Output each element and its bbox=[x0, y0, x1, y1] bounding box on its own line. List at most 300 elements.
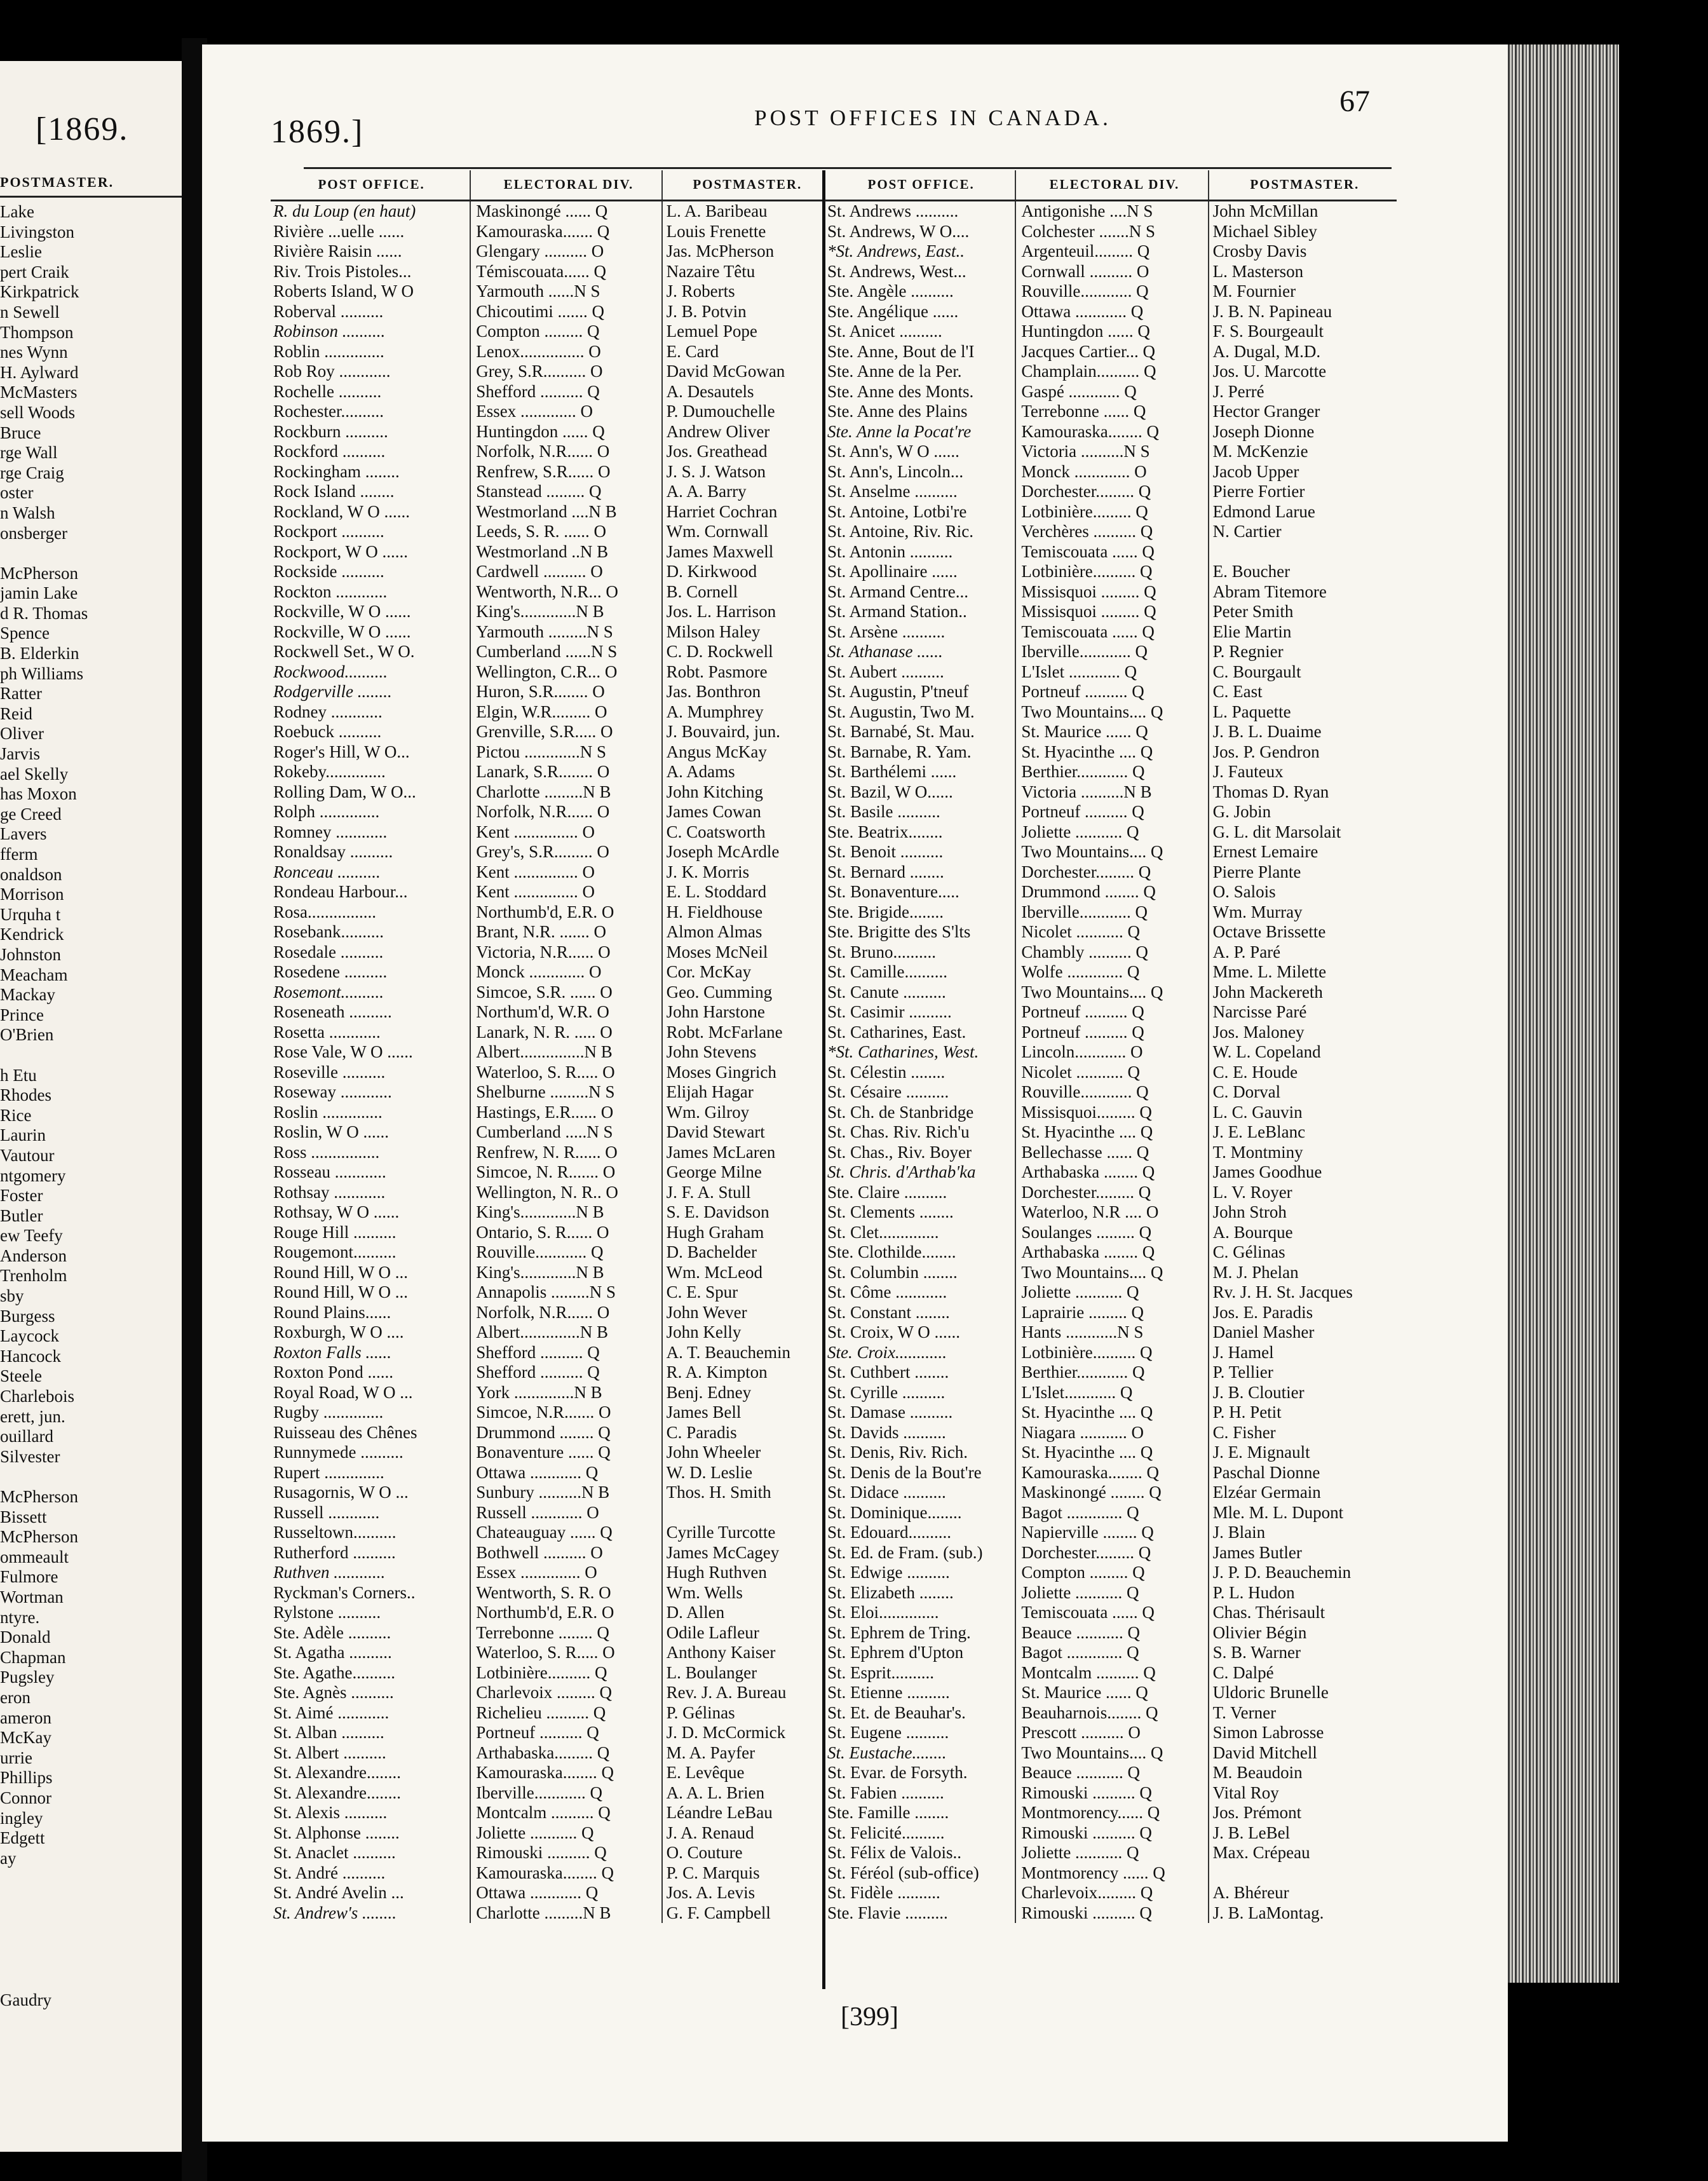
postmaster-cell: J. B. LeBel bbox=[1208, 1823, 1397, 1844]
electoral-div-cell: Champlain.......... Q bbox=[1015, 362, 1207, 382]
table-row bbox=[825, 1763, 1397, 1783]
postmaster-cell: Benj. Edney bbox=[661, 1383, 829, 1403]
table-row bbox=[271, 1063, 829, 1083]
electoral-div-cell: Two Mountains.... Q bbox=[1015, 842, 1207, 862]
postmaster-cell: Jas. Bonthron bbox=[661, 682, 829, 702]
electoral-div-cell: Compton ......... Q bbox=[470, 322, 661, 342]
post-office-cell: St. Eloi.............. bbox=[827, 1603, 939, 1622]
table-row bbox=[825, 962, 1397, 982]
electoral-div-cell: Nicolet ........... Q bbox=[1015, 1063, 1207, 1083]
postmaster-cell: James McLaren bbox=[661, 1143, 829, 1163]
postmaster-cell: Wm. Cornwall bbox=[661, 522, 829, 542]
post-office-cell: Ste. Angèle .......... bbox=[827, 282, 954, 301]
postmaster-cell: Harriet Cochran bbox=[661, 502, 829, 522]
table-row bbox=[271, 1663, 829, 1683]
postmaster-cell: Octave Brissette bbox=[1208, 922, 1397, 942]
postmaster-cell: Jos. Maloney bbox=[1208, 1023, 1397, 1043]
postmaster-cell: A. P. Paré bbox=[1208, 942, 1397, 963]
left-page-entry: Lavers bbox=[0, 824, 47, 844]
postmaster-cell: Jos. Prémont bbox=[1208, 1803, 1397, 1823]
table-row bbox=[825, 201, 1397, 222]
electoral-div-cell: Chateauguay ...... Q bbox=[470, 1523, 661, 1543]
postmaster-cell: J. B. L. Duaime bbox=[1208, 722, 1397, 742]
table-row bbox=[271, 1683, 829, 1703]
postmaster-cell: J. Fauteux bbox=[1208, 762, 1397, 782]
table-row bbox=[271, 782, 829, 803]
post-office-cell: Roslin, W O ...... bbox=[273, 1122, 390, 1141]
electoral-div-cell: Montmorency ...... Q bbox=[1015, 1863, 1207, 1884]
left-page-entry: Phillips bbox=[0, 1768, 53, 1788]
electoral-div-cell: Pictou .............N S bbox=[470, 742, 661, 763]
post-office-cell: St. Ann's, W O ...... bbox=[827, 442, 959, 461]
electoral-div-cell: Lotbinière.......... Q bbox=[1015, 1343, 1207, 1363]
table-block-left bbox=[271, 170, 829, 1923]
postmaster-cell: P. Gélinas bbox=[661, 1703, 829, 1723]
post-office-cell: Ronceau .......... bbox=[273, 862, 381, 881]
table-row bbox=[271, 342, 829, 362]
post-office-cell: St. André .......... bbox=[273, 1863, 386, 1882]
electoral-div-cell: Shefford .......... Q bbox=[470, 1362, 661, 1383]
post-office-cell: Ste. Croix............ bbox=[827, 1342, 947, 1362]
post-office-cell: St. Alexis .......... bbox=[273, 1803, 388, 1822]
postmaster-cell: E. L. Stoddard bbox=[661, 882, 829, 902]
left-page-entry: has Moxon bbox=[0, 784, 77, 804]
postmaster-cell: Narcisse Paré bbox=[1208, 1002, 1397, 1023]
table-row bbox=[271, 1122, 829, 1143]
post-office-cell: Ste. Famille ........ bbox=[827, 1803, 949, 1822]
electoral-div-cell: Bagot ............. Q bbox=[1015, 1643, 1207, 1663]
table-row bbox=[271, 422, 829, 442]
post-office-cell: St. Côme ............ bbox=[827, 1282, 947, 1301]
table-row bbox=[271, 1202, 829, 1223]
left-page-entry: Morrison bbox=[0, 885, 64, 904]
post-office-cell: St. Alphonse ........ bbox=[273, 1823, 400, 1842]
post-office-cell: Rusagornis, W O ... bbox=[273, 1483, 409, 1502]
postmaster-cell: P. Dumouchelle bbox=[661, 402, 829, 422]
post-office-cell: Rosa................ bbox=[273, 902, 376, 921]
postmaster-cell: James McCagey bbox=[661, 1543, 829, 1563]
table-row bbox=[271, 902, 829, 923]
left-page-entry: Thompson bbox=[0, 322, 74, 342]
electoral-div-cell: St. Maurice ...... Q bbox=[1015, 722, 1207, 742]
left-page-entry: Donald bbox=[0, 1627, 51, 1647]
post-office-cell: St. Bazil, W O...... bbox=[827, 782, 953, 801]
post-office-cell: St. Armand Station.. bbox=[827, 602, 967, 621]
postmaster-cell: Chas. Thérisault bbox=[1208, 1603, 1397, 1623]
table-row bbox=[271, 1082, 829, 1103]
post-office-cell: Romney ............ bbox=[273, 822, 388, 841]
postmaster-cell: John McMillan bbox=[1208, 201, 1397, 222]
table-row bbox=[271, 1162, 829, 1183]
left-page-entry: ommeault bbox=[0, 1547, 69, 1566]
postmaster-cell: Jos. E. Paradis bbox=[1208, 1303, 1397, 1323]
postmaster-cell: P. C. Marquis bbox=[661, 1863, 829, 1884]
table-row bbox=[271, 1643, 829, 1663]
table-row bbox=[825, 502, 1397, 522]
table-row bbox=[825, 562, 1397, 582]
post-office-cell: St. Esprit.......... bbox=[827, 1662, 935, 1682]
table-row bbox=[271, 1723, 829, 1743]
table-row bbox=[825, 522, 1397, 542]
electoral-div-cell: Montcalm .......... Q bbox=[470, 1803, 661, 1823]
post-office-cell: Ste. Flavie .......... bbox=[827, 1903, 948, 1922]
left-page-entry: onaldson bbox=[0, 864, 62, 884]
postmaster-cell: Hugh Ruthven bbox=[661, 1563, 829, 1583]
col-head-post-office: POST OFFICE. bbox=[318, 177, 425, 192]
table-row bbox=[271, 882, 829, 902]
postmaster-cell: A. A. Barry bbox=[661, 482, 829, 502]
table-row bbox=[825, 602, 1397, 622]
left-page-entry: Trenholm bbox=[0, 1266, 67, 1286]
table-row bbox=[825, 1543, 1397, 1563]
table-row bbox=[271, 562, 829, 582]
post-office-cell: St. Canute .......... bbox=[827, 982, 946, 1002]
electoral-div-cell: Waterloo, S. R..... O bbox=[470, 1643, 661, 1663]
table-row bbox=[825, 782, 1397, 803]
electoral-div-cell: Cumberland ......N S bbox=[470, 642, 661, 662]
electoral-div-cell: Montmorency...... Q bbox=[1015, 1803, 1207, 1823]
table-row bbox=[825, 1663, 1397, 1683]
postmaster-cell: Thos. H. Smith bbox=[661, 1483, 829, 1503]
table-row bbox=[825, 902, 1397, 923]
electoral-div-cell: Kent ............... O bbox=[470, 822, 661, 843]
postmaster-cell: Olivier Bégin bbox=[1208, 1623, 1397, 1643]
postmaster-cell bbox=[661, 1503, 829, 1523]
electoral-div-cell: Rimouski .......... Q bbox=[1015, 1783, 1207, 1804]
left-page-entry: Lake bbox=[0, 202, 34, 221]
post-office-cell: Rock Island ........ bbox=[273, 482, 395, 501]
table-row bbox=[825, 682, 1397, 702]
left-page-footer-name: Gaudry bbox=[0, 1990, 51, 2009]
electoral-div-cell: Norfolk, N.R...... O bbox=[470, 442, 661, 462]
post-office-cell: Rosetta ............ bbox=[273, 1022, 381, 1042]
electoral-div-cell: Northumb'd, E.R. O bbox=[470, 902, 661, 923]
electoral-div-cell: Missisquoi ......... Q bbox=[1015, 582, 1207, 602]
electoral-div-cell: Missisquoi ......... Q bbox=[1015, 602, 1207, 622]
post-office-cell: St. Chas., Riv. Boyer bbox=[827, 1142, 972, 1162]
postmaster-cell: Jos. L. Harrison bbox=[661, 602, 829, 622]
postmaster-cell: J. F. A. Stull bbox=[661, 1183, 829, 1203]
postmaster-cell: Pierre Plante bbox=[1208, 862, 1397, 883]
table-row bbox=[825, 1863, 1397, 1884]
electoral-div-cell: Bonaventure ...... Q bbox=[470, 1443, 661, 1463]
electoral-div-cell: Rimouski .......... Q bbox=[1015, 1823, 1207, 1844]
postmaster-cell: N. Cartier bbox=[1208, 522, 1397, 542]
electoral-div-cell: St. Hyacinthe .... Q bbox=[1015, 1403, 1207, 1423]
left-page-entry: ew Teefy bbox=[0, 1226, 63, 1246]
table-row bbox=[271, 1103, 829, 1123]
electoral-div-cell: Chicoutimi ....... Q bbox=[470, 302, 661, 322]
table-row bbox=[271, 802, 829, 822]
postmaster-cell: J. B. LaMontag. bbox=[1208, 1903, 1397, 1924]
post-office-cell: St. Fabien .......... bbox=[827, 1783, 944, 1802]
table-row bbox=[271, 1523, 829, 1543]
electoral-div-cell: L'Islet ............ Q bbox=[1015, 662, 1207, 683]
left-page-entry: nes Wynn bbox=[0, 343, 68, 362]
postmaster-cell: Andrew Oliver bbox=[661, 422, 829, 442]
electoral-div-cell: Nicolet ........... Q bbox=[1015, 922, 1207, 942]
postmaster-cell: John Wever bbox=[661, 1303, 829, 1323]
table-row bbox=[825, 762, 1397, 782]
table-row bbox=[825, 322, 1397, 342]
table-row bbox=[825, 862, 1397, 883]
postmaster-cell: Jos. A. Levis bbox=[661, 1883, 829, 1903]
electoral-div-cell: Témiscouata...... Q bbox=[470, 262, 661, 282]
table-row bbox=[271, 602, 829, 622]
post-office-cell: St. Alban .......... bbox=[273, 1723, 384, 1742]
table-row bbox=[271, 482, 829, 502]
table-row bbox=[825, 302, 1397, 322]
post-office-cell: St. Bernard ........ bbox=[827, 862, 944, 881]
electoral-div-cell: Prescott .......... O bbox=[1015, 1723, 1207, 1743]
table-row bbox=[825, 282, 1397, 302]
table-row bbox=[271, 942, 829, 963]
postmaster-cell: David McGowan bbox=[661, 362, 829, 382]
column-headers bbox=[271, 170, 829, 201]
postmaster-cell: Max. Crépeau bbox=[1208, 1843, 1397, 1863]
postmaster-cell: O. Salois bbox=[1208, 882, 1397, 902]
postmaster-cell: James Bell bbox=[661, 1403, 829, 1423]
table-row bbox=[825, 722, 1397, 742]
electoral-div-cell: Dorchester......... Q bbox=[1015, 482, 1207, 502]
table-row bbox=[825, 1122, 1397, 1143]
left-page-entry: Livingston bbox=[0, 222, 75, 241]
left-page-entry: Wortman bbox=[0, 1587, 64, 1607]
post-office-cell: Russeltown.......... bbox=[273, 1523, 396, 1542]
table-row bbox=[271, 1023, 829, 1043]
table-row bbox=[825, 1343, 1397, 1363]
postmaster-cell: T. Montminy bbox=[1208, 1143, 1397, 1163]
postmaster-cell: John Wheeler bbox=[661, 1443, 829, 1463]
postmaster-cell: O. Couture bbox=[661, 1843, 829, 1863]
table-row bbox=[271, 1703, 829, 1723]
post-office-cell: Rockport .......... bbox=[273, 522, 384, 541]
post-office-cell: Rutherford .......... bbox=[273, 1542, 396, 1562]
electoral-div-cell: Kamouraska........ Q bbox=[470, 1763, 661, 1783]
left-page-entry: Charlebois bbox=[0, 1387, 74, 1406]
table-row bbox=[825, 582, 1397, 602]
post-office-cell: Round Hill, W O ... bbox=[273, 1262, 409, 1282]
left-page-entry: urrie bbox=[0, 1748, 32, 1767]
electoral-div-cell: Laprairie ......... Q bbox=[1015, 1303, 1207, 1323]
table-row bbox=[825, 1143, 1397, 1163]
table-row bbox=[271, 222, 829, 242]
postmaster-cell: S. E. Davidson bbox=[661, 1202, 829, 1223]
table-row bbox=[271, 1383, 829, 1403]
electoral-div-cell: Cornwall .......... O bbox=[1015, 262, 1207, 282]
post-office-cell: R. du Loup (en haut) bbox=[273, 201, 416, 221]
left-page-entry: McPherson bbox=[0, 1527, 78, 1547]
post-office-cell: St. Athanase ...... bbox=[827, 642, 943, 661]
post-office-cell: St. Clet.............. bbox=[827, 1222, 939, 1242]
electoral-div-cell: Renfrew, S.R...... O bbox=[470, 462, 661, 482]
postmaster-cell: Michael Sibley bbox=[1208, 222, 1397, 242]
post-office-cell: Rockwood.......... bbox=[273, 662, 388, 681]
postmaster-cell bbox=[1208, 542, 1397, 562]
electoral-div-cell: Beauharnois........ Q bbox=[1015, 1703, 1207, 1723]
electoral-div-cell: Rimouski .......... Q bbox=[1015, 1903, 1207, 1924]
page-number: 67 bbox=[1339, 85, 1370, 118]
postmaster-cell: Jos. Greathead bbox=[661, 442, 829, 462]
electoral-div-cell: Dorchester......... Q bbox=[1015, 1183, 1207, 1203]
post-office-cell: St. Eustache........ bbox=[827, 1743, 947, 1762]
electoral-div-cell: Annapolis .........N S bbox=[470, 1282, 661, 1303]
electoral-div-cell: Portneuf .......... Q bbox=[1015, 682, 1207, 702]
post-office-cell: St. Constant ........ bbox=[827, 1302, 950, 1322]
post-office-cell: St. Anicet .......... bbox=[827, 322, 942, 341]
postmaster-cell: Ernest Lemaire bbox=[1208, 842, 1397, 862]
electoral-div-cell: Cardwell .......... O bbox=[470, 562, 661, 582]
col-head-electoral-div: ELECTORAL DIV. bbox=[1015, 170, 1207, 200]
postmaster-cell: Nazaire Têtu bbox=[661, 262, 829, 282]
table-row bbox=[271, 822, 829, 843]
left-page-entry: jamin Lake bbox=[0, 583, 78, 603]
postmaster-cell: P. Regnier bbox=[1208, 642, 1397, 662]
table-row bbox=[271, 322, 829, 342]
post-office-cell: St. Casimir .......... bbox=[827, 1002, 952, 1021]
postmaster-cell: J. B. Cloutier bbox=[1208, 1383, 1397, 1403]
left-page-entry: ntyre. bbox=[0, 1607, 40, 1627]
electoral-div-cell: Rouville............ Q bbox=[1015, 282, 1207, 302]
left-page-entry: sby bbox=[0, 1286, 24, 1306]
post-office-cell: Rockport, W O ...... bbox=[273, 541, 408, 561]
table-row bbox=[825, 1643, 1397, 1663]
post-office-cell: Rivière ...uelle ...... bbox=[273, 221, 405, 241]
electoral-div-cell: Bagot ............. Q bbox=[1015, 1503, 1207, 1523]
left-page-entry: Laurin bbox=[0, 1125, 46, 1145]
left-page-entry: eron bbox=[0, 1687, 30, 1707]
electoral-div-cell: Terrebonne ........ Q bbox=[470, 1623, 661, 1643]
table-row bbox=[271, 1823, 829, 1844]
left-page-entry: rge Wall bbox=[0, 443, 58, 463]
postmaster-cell: Moses Gingrich bbox=[661, 1063, 829, 1083]
post-office-cell: Rivière Raisin ...... bbox=[273, 241, 402, 261]
post-office-cell: St. Benoit .......... bbox=[827, 842, 944, 861]
electoral-div-cell: Temiscouata ...... Q bbox=[1015, 1603, 1207, 1623]
postmaster-cell: Odile Lafleur bbox=[661, 1623, 829, 1643]
post-office-cell: St. Davids .......... bbox=[827, 1422, 946, 1442]
post-office-cell: Rob Roy ............ bbox=[273, 362, 391, 381]
electoral-div-cell: Dorchester......... Q bbox=[1015, 1543, 1207, 1563]
electoral-div-cell: Charlotte .........N B bbox=[470, 1903, 661, 1924]
postmaster-cell: Mle. M. L. Dupont bbox=[1208, 1503, 1397, 1523]
postmaster-cell: John Harstone bbox=[661, 1002, 829, 1023]
column-headers bbox=[825, 170, 1397, 201]
postmaster-cell: Crosby Davis bbox=[1208, 241, 1397, 262]
post-office-cell: Rockingham ........ bbox=[273, 461, 400, 481]
postmaster-cell: J. D. McCormick bbox=[661, 1723, 829, 1743]
post-office-cell: Ruisseau des Chênes bbox=[273, 1422, 417, 1442]
post-office-cell: Round Hill, W O ... bbox=[273, 1282, 409, 1301]
electoral-div-cell: King's.............N B bbox=[470, 1263, 661, 1283]
left-page-entry: Kirkpatrick bbox=[0, 282, 79, 302]
postmaster-cell: C. Paradis bbox=[661, 1423, 829, 1443]
post-office-cell: Rugby .............. bbox=[273, 1403, 384, 1422]
left-page-entry: onsberger bbox=[0, 523, 67, 543]
postmaster-cell: Jos. U. Marcotte bbox=[1208, 362, 1397, 382]
postmaster-cell: James Cowan bbox=[661, 802, 829, 822]
table-row bbox=[825, 1002, 1397, 1023]
postmaster-cell: Wm. Gilroy bbox=[661, 1103, 829, 1123]
postmaster-cell: C. Fisher bbox=[1208, 1423, 1397, 1443]
electoral-div-cell: St. Hyacinthe .... Q bbox=[1015, 742, 1207, 763]
post-office-cell: Rockburn .......... bbox=[273, 421, 388, 441]
table-row bbox=[271, 862, 829, 883]
left-page-entry: d R. Thomas bbox=[0, 603, 88, 623]
table-row bbox=[271, 1282, 829, 1303]
col-head-post-office: POST OFFICE. bbox=[867, 177, 975, 192]
post-office-cell: Rupert .............. bbox=[273, 1462, 384, 1482]
postmaster-cell: Joseph Dionne bbox=[1208, 422, 1397, 442]
postmaster-cell: F. S. Bourgeault bbox=[1208, 322, 1397, 342]
table-row bbox=[271, 1042, 829, 1063]
electoral-div-cell: St. Hyacinthe .... Q bbox=[1015, 1122, 1207, 1143]
electoral-div-cell: Wentworth, N.R... O bbox=[470, 582, 661, 602]
postmaster-cell: W. D. Leslie bbox=[661, 1463, 829, 1483]
post-office-cell: Ruthven ............ bbox=[273, 1563, 386, 1582]
post-office-cell: St. Ephrem d'Upton bbox=[827, 1643, 964, 1662]
postmaster-cell: C. East bbox=[1208, 682, 1397, 702]
table-row bbox=[271, 742, 829, 763]
table-row bbox=[271, 1303, 829, 1323]
post-office-cell: Rockville, W O ...... bbox=[273, 602, 411, 621]
table-row bbox=[271, 1743, 829, 1763]
electoral-div-cell: Bothwell .......... O bbox=[470, 1543, 661, 1563]
table-row bbox=[271, 582, 829, 602]
post-office-cell: Ste. Clothilde........ bbox=[827, 1242, 956, 1261]
post-office-cell: St. Alexandre........ bbox=[273, 1763, 401, 1782]
post-office-cell: Rockside .......... bbox=[273, 562, 384, 581]
table-row bbox=[271, 962, 829, 982]
electoral-div-cell: Niagara ........... O bbox=[1015, 1423, 1207, 1443]
left-page-entry: Spence bbox=[0, 623, 50, 643]
electoral-div-cell: Rouville............ Q bbox=[470, 1242, 661, 1263]
table-row bbox=[825, 1823, 1397, 1844]
left-page-entry: O'Brien bbox=[0, 1025, 54, 1045]
post-office-cell: St. Agatha .......... bbox=[273, 1643, 392, 1662]
electoral-div-cell: Berthier............ Q bbox=[1015, 762, 1207, 782]
postmaster-cell: T. Verner bbox=[1208, 1703, 1397, 1723]
postmaster-cell: M. J. Phelan bbox=[1208, 1263, 1397, 1283]
postmaster-cell: M. Fournier bbox=[1208, 282, 1397, 302]
table-row bbox=[825, 1103, 1397, 1123]
postmaster-cell: L. C. Gauvin bbox=[1208, 1103, 1397, 1123]
electoral-div-cell: Glengary .......... O bbox=[470, 241, 661, 262]
postmaster-cell: C. E. Spur bbox=[661, 1282, 829, 1303]
left-page-entry: McKay bbox=[0, 1728, 51, 1748]
postmaster-cell: Jas. McPherson bbox=[661, 241, 829, 262]
table-row bbox=[825, 1202, 1397, 1223]
postmaster-cell: J. Bouvaird, jun. bbox=[661, 722, 829, 742]
table-row bbox=[825, 1183, 1397, 1203]
postmaster-cell: P. H. Petit bbox=[1208, 1403, 1397, 1423]
electoral-div-cell: Yarmouth .........N S bbox=[470, 622, 661, 642]
left-page-entry: Rice bbox=[0, 1105, 32, 1125]
post-office-cell: St. Augustin, P'tneuf bbox=[827, 682, 969, 701]
left-page-entry: Foster bbox=[0, 1186, 43, 1206]
left-page-entry: Reid bbox=[0, 703, 32, 723]
table-block-right bbox=[825, 170, 1397, 1923]
table-row bbox=[271, 1483, 829, 1503]
post-office-cell: Roxton Falls ...... bbox=[273, 1342, 391, 1362]
table-row bbox=[825, 942, 1397, 963]
post-office-cell: Roebuck .......... bbox=[273, 722, 382, 741]
left-page-entry: pert Craik bbox=[0, 262, 69, 282]
left-page-entry: McPherson bbox=[0, 563, 78, 583]
electoral-div-cell: Lanark, S.R........ O bbox=[470, 762, 661, 782]
table-row bbox=[271, 702, 829, 723]
left-page-entry: Laycock bbox=[0, 1326, 59, 1346]
